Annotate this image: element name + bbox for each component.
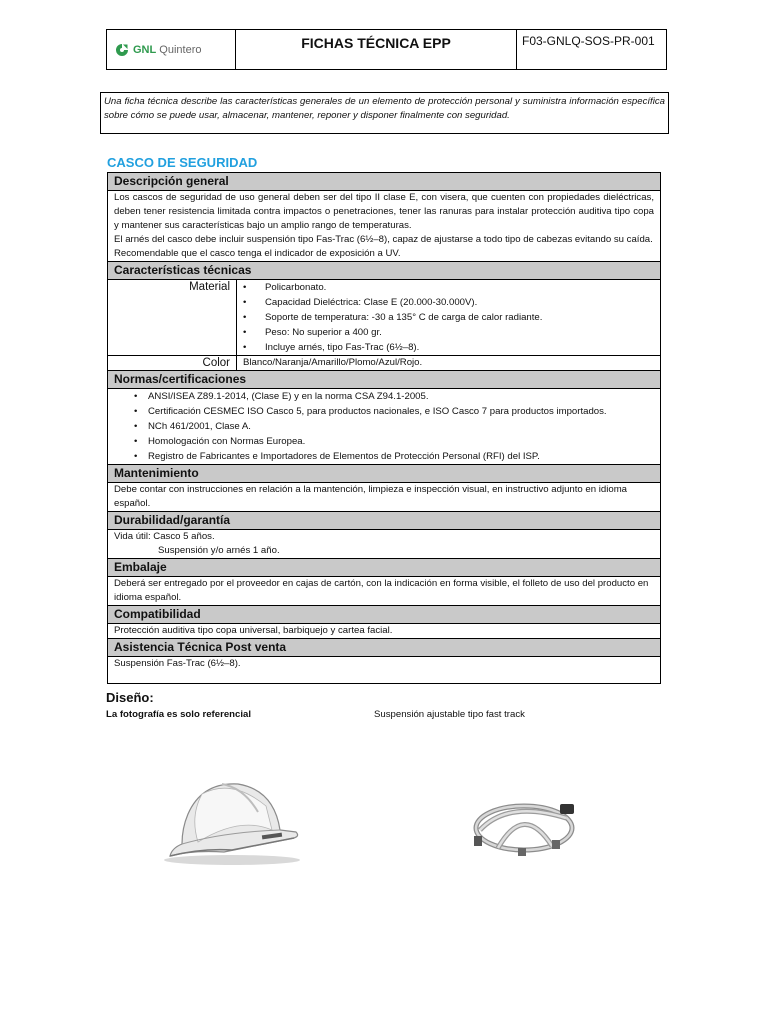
descripcion-p2: El arnés del casco debe incluir suspensión tipo Fas-Trac (6½–8), capaz de ajustarse a todo tipo de cabezas evitando su caída. bbox=[114, 234, 653, 245]
descripcion-p3: Recomendable que el casco tenga el indicador de exposición a UV. bbox=[114, 248, 401, 259]
durabilidad-header: Durabilidad/garantía bbox=[108, 512, 661, 530]
list-item: • NCh 461/2001, Clase A. bbox=[134, 419, 654, 434]
list-item: • Certificación CESMEC ISO Casco 5, para productos nacionales, e ISO Casco 7 para productos importados. bbox=[134, 404, 654, 419]
list-item: • Policarbonato. bbox=[243, 280, 654, 295]
asistencia-header: Asistencia Técnica Post venta bbox=[108, 639, 661, 657]
material-list-cell bbox=[237, 280, 661, 356]
compatibilidad-body: Protección auditiva tipo copa universal, barbiquejo y cartea facial. bbox=[108, 624, 661, 639]
suspension-image bbox=[468, 790, 578, 860]
durabilidad-line2: Suspensión y/o arnés 1 año. bbox=[158, 545, 280, 556]
document-header bbox=[106, 29, 667, 70]
descripcion-p1: Los cascos de seguridad de uso general deben ser del tipo II clase E, con visera, que cuenten con propiedades dieléctricas, deben tener resistencia limitada contra impactos o penetraciones, tener las ranuras para instalar protección auditiva tipo copa y mantener sus características bajo un amplio rango de temperaturas. bbox=[114, 192, 654, 231]
mantenimiento-header: Mantenimiento bbox=[108, 465, 661, 483]
list-item: • Homologación con Normas Europea. bbox=[134, 434, 654, 449]
compatibilidad-header: Compatibilidad bbox=[108, 606, 661, 624]
list-item: • Registro de Fabricantes e Importadores de Elementos de Protección Personal (RFI) del ISP. bbox=[134, 449, 654, 464]
logo-text: GNL Quintero bbox=[133, 43, 202, 56]
section-title: CASCO DE SEGURIDAD bbox=[107, 155, 258, 170]
durabilidad-line1: Vida útil: Casco 5 años. bbox=[114, 531, 215, 542]
document-code: F03-GNLQ-SOS-PR-001 bbox=[522, 34, 655, 48]
caption-left: La fotografía es solo referencial bbox=[106, 709, 252, 720]
embalaje-header: Embalaje bbox=[108, 559, 661, 577]
caracteristicas-header: Características técnicas bbox=[108, 262, 661, 280]
embalaje-body: Deberá ser entregado por el proveedor en cajas de cartón, con la indicación en forma visible, el folleto de uso del producto en idioma español. bbox=[108, 577, 661, 606]
helmet-image bbox=[162, 772, 308, 868]
descripcion-header: Descripción general bbox=[108, 173, 661, 191]
design-title: Diseño: bbox=[106, 690, 154, 705]
normas-body bbox=[108, 389, 661, 465]
document-title: FICHAS TÉCNICA EPP bbox=[236, 30, 517, 69]
list-item: • Peso: No superior a 400 gr. bbox=[243, 325, 654, 340]
list-item: • Soporte de temperatura: -30 a 135° C de carga de calor radiante. bbox=[243, 310, 654, 325]
spec-table bbox=[107, 172, 661, 684]
material-label: Material bbox=[108, 280, 237, 356]
durabilidad-body bbox=[108, 530, 661, 559]
logo bbox=[107, 30, 236, 69]
normas-header: Normas/certificaciones bbox=[108, 371, 661, 389]
asistencia-body: Suspensión Fas-Trac (6½–8). bbox=[108, 657, 661, 684]
normas-list bbox=[114, 389, 654, 464]
descripcion-body bbox=[108, 191, 661, 262]
color-value: Blanco/Naranja/Amarillo/Plomo/Azul/Rojo. bbox=[237, 356, 661, 371]
mantenimiento-body: Debe contar con instrucciones en relación a la mantención, limpieza e inspección visual, en instructivo adjunto en idioma español. bbox=[108, 483, 661, 512]
intro-box: Una ficha técnica describe las características generales de un elemento de protección personal y suministra información específica sobre cómo se puede usar, almacenar, mantener, reponer y disponer finalmente con seguridad. bbox=[100, 92, 669, 134]
gnl-logo-icon bbox=[115, 43, 129, 57]
list-item: • Incluye arnés, tipo Fas-Trac (6½–8). bbox=[243, 340, 654, 355]
list-item: • ANSI/ISEA Z89.1-2014, (Clase E) y en la norma CSA Z94.1-2005. bbox=[134, 389, 654, 404]
caption-right: Suspensión ajustable tipo fast track bbox=[374, 709, 525, 720]
list-item: • Capacidad Dieléctrica: Clase E (20.000-30.000V). bbox=[243, 295, 654, 310]
color-label: Color bbox=[108, 356, 237, 371]
material-list bbox=[243, 280, 654, 355]
